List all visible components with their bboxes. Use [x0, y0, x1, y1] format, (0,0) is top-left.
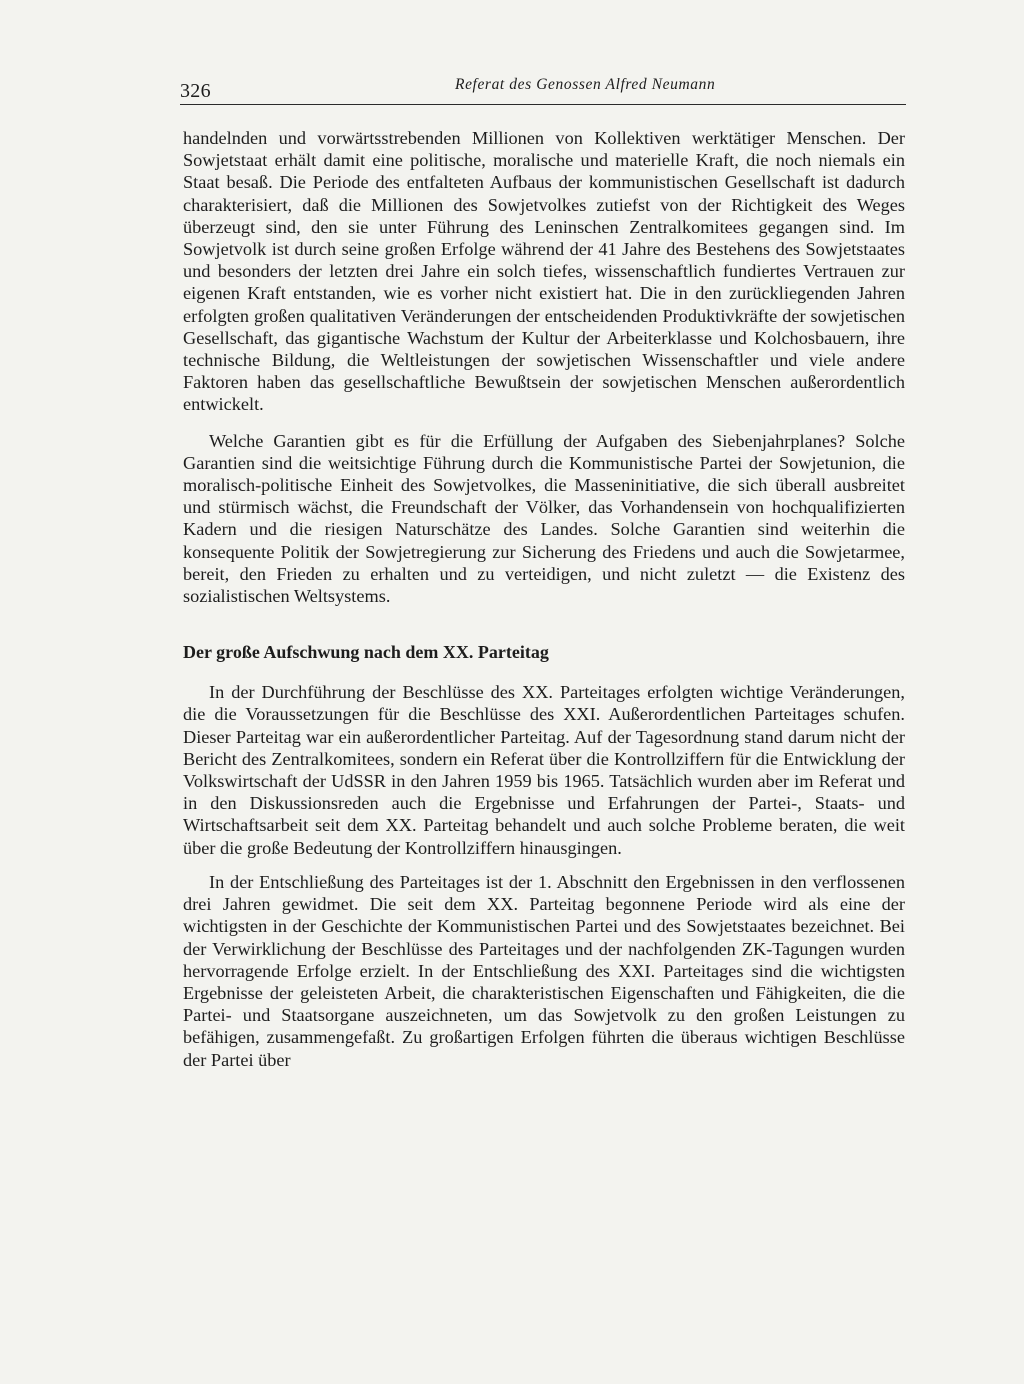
paragraph-3: In der Durchführung der Beschlüsse des XX. Parteitages erfolgten wichtige Veränderungen, die die Voraussetzungen für die Beschlüsse des XXI. Außerordentlichen Parteitages schufen. Dieser Parteitag war ein außerordentlicher Parteitag. Auf der Tagesordnung stand darum nicht der Bericht des Zentralkomitees, sondern ein Referat über die Kontrollziffern für die Entwicklung der Volkswirtschaft der UdSSR in den Jahren 1959 bis 1965. Tatsächlich wurden aber im Referat und in den Diskussionsreden auch die Ergebnisse und Erfahrungen der Partei-, Staats- und Wirtschaftsarbeit seit dem XX. Parteitag behandelt und auch solche Probleme beraten, die weit über die große Bedeutung der Kontrollziffern hinausgingen.: [183, 682, 905, 858]
running-header: [180, 72, 906, 105]
section-heading: Der große Aufschwung nach dem XX. Parteitag: [183, 642, 549, 663]
page-number: 326: [180, 80, 211, 102]
paragraph-4: In der Entschließung des Parteitages ist der 1. Abschnitt den Ergebnissen in den verflossenen drei Jahren gewidmet. Die seit dem XX. Parteitag begonnene Periode wird als eine der wichtigsten in der Geschichte der Kommunistischen Partei und des Sowjetstaates bezeichnet. Bei der Verwirklichung der Beschlüsse des Parteitages und der nachfolgenden ZK-Tagungen wurden hervorragende Erfolge erzielt. In der Entschließung des XXI. Parteitages sind die wichtigsten Ergebnisse der geleisteten Arbeit, die charakteristischen Eigenschaften und Fähigkeiten, die die Partei- und Staatsorgane auszeichneten, um das Sowjetvolk zu den großen Leistungen zu befähigen, zusammengefaßt. Zu großartigen Erfolgen führten die überaus wichtigen Beschlüsse der Partei über: [183, 871, 905, 1070]
running-title: Referat des Genossen Alfred Neumann: [455, 76, 716, 93]
paragraph-1: handelnden und vorwärtsstrebenden Millionen von Kollektiven werktätiger Menschen. Der Sowjetstaat erhält damit eine politische, moralische und materielle Kraft, die noch niemals ein Staat besaß. Die Periode des entfalteten Aufbaus der kommunistischen Gesellschaft ist dadurch charakterisiert, daß die Millionen des Sowjetvolkes zutiefst von der Richtigkeit des Weges überzeugt sind, den sie unter Führung des Leninschen Zentralkomitees gegangen sind. Im Sowjetvolk ist durch seine großen Erfolge während der 41 Jahre des Bestehens des Sowjetstaates und besonders der letzten drei Jahre ein solch tiefes, wissenschaftlich fundiertes Vertrauen zur eigenen Kraft entstanden, wie es vorher nicht existiert hat. Die in den zurückliegenden Jahren erfolgten großen qualitativen Veränderungen der entscheidenden Produktivkräfte der sowjetischen Gesellschaft, das gigantische Wachstum der Kultur der Arbeiterklasse und Kolchosbauern, ihre technische Bildung, die Weltleistungen der sowjetischen Wissenschaftler und viele andere Faktoren haben das gesellschaftliche Bewußtsein der sowjetischen Menschen außerordentlich entwickelt.: [183, 128, 905, 415]
paragraph-2: Welche Garantien gibt es für die Erfüllung der Aufgaben des Siebenjahrplanes? Solche Garantien sind die weitsichtige Führung durch die Kommunistische Partei der Sowjetunion, die moralisch-politische Einheit des Sowjetvolkes, die Masseninitiative, die sich überall ausbreitet und stürmisch wächst, die Freundschaft der Völker, das Vorhandensein von hochqualifizierten Kadern und die riesigen Naturschätze des Landes. Solche Garantien sind weiterhin die konsequente Politik der Sowjetregierung zur Sicherung des Friedens und auch die Sowjetarmee, bereit, den Frieden zu erhalten und zu verteidigen, und nicht zuletzt — die Existenz des sozialistischen Weltsystems.: [183, 430, 905, 607]
page-body: [183, 127, 905, 1071]
